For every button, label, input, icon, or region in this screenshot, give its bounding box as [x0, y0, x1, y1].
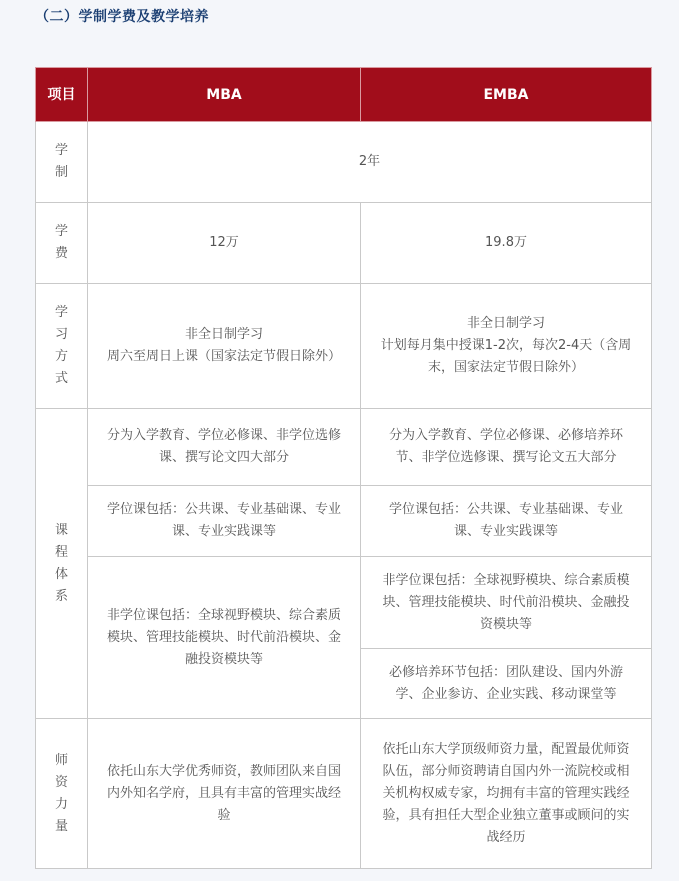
study-mode-mba	[88, 284, 361, 409]
row-label-duration: 学制	[36, 122, 88, 203]
row-faculty	[36, 719, 652, 869]
study-mode-emba-line2: 计划每月集中授课1-2次，每次2-4天（含周末，国家法定节假日除外）	[380, 338, 632, 375]
curriculum-mba-1: 分为入学教育、学位必修课、非学位选修课、撰写论文四大部分	[88, 409, 361, 486]
curriculum-mba-3: 非学位课包括：全球视野模块、综合素质模块、管理技能模块、时代前沿模块、金融投资模块等	[88, 557, 361, 719]
faculty-emba: 依托山东大学顶级师资力量，配置最优师资队伍，部分师资聘请自国内外一流院校或相关机构权威专家，均拥有丰富的管理实践经验，具有担任大型企业独立董事或顾问的实战经历	[361, 719, 652, 869]
faculty-mba: 依托山东大学优秀师资，教师团队来自国内外知名学府，且具有丰富的管理实战经验	[88, 719, 361, 869]
row-label-curriculum: 课程体系	[36, 409, 88, 719]
section-title: （二）学制学费及教学培养	[35, 9, 209, 25]
row-label-study-mode: 学习方式	[36, 284, 88, 409]
header-mba: MBA	[88, 68, 361, 122]
row-curriculum-2	[36, 486, 652, 557]
curriculum-emba-3: 非学位课包括：全球视野模块、综合素质模块、管理技能模块、时代前沿模块、金融投资模块等	[361, 557, 652, 649]
study-mode-mba-line1: 非全日制学习	[184, 327, 263, 342]
duration-value: 2年	[88, 122, 652, 203]
program-comparison-table	[35, 67, 652, 869]
study-mode-mba-line2: 周六至周日上课（国家法定节假日除外）	[106, 349, 341, 364]
curriculum-emba-1: 分为入学教育、学位必修课、必修培养环节、非学位选修课、撰写论文五大部分	[361, 409, 652, 486]
study-mode-emba	[361, 284, 652, 409]
row-curriculum-3	[36, 557, 652, 649]
row-study-mode	[36, 284, 652, 409]
study-mode-emba-line1: 非全日制学习	[466, 316, 545, 331]
curriculum-emba-2: 学位课包括：公共课、专业基础课、专业课、专业实践课等	[361, 486, 652, 557]
row-label-faculty: 师资力量	[36, 719, 88, 869]
header-emba: EMBA	[361, 68, 652, 122]
row-duration	[36, 122, 652, 203]
tuition-emba: 19.8万	[361, 203, 652, 284]
table-header-row	[36, 68, 652, 122]
row-label-tuition: 学费	[36, 203, 88, 284]
tuition-mba: 12万	[88, 203, 361, 284]
header-item: 项目	[36, 68, 88, 122]
row-tuition	[36, 203, 652, 284]
curriculum-emba-4: 必修培养环节包括：团队建设、国内外游学、企业参访、企业实践、移动课堂等	[361, 649, 652, 719]
row-curriculum-1	[36, 409, 652, 486]
curriculum-mba-2: 学位课包括：公共课、专业基础课、专业课、专业实践课等	[88, 486, 361, 557]
